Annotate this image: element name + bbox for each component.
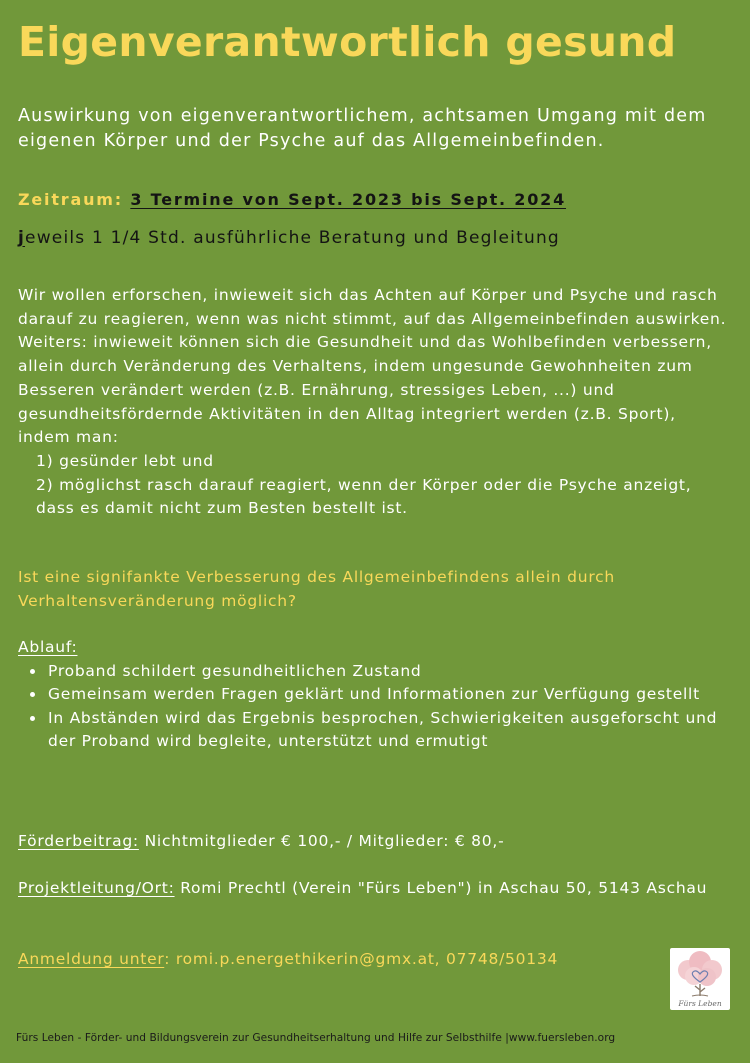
list-item: • In Abständen wird das Ergebnis besprochen, Schwierigkeiten ausgeforscht und der Proband wird begleite, unterstützt und ermutigt — [46, 707, 733, 754]
subtitle: Auswirkung von eigenverantwortlichem, achtsamen Umgang mit dem eigenen Körper und der Psyche auf das Allgemeinbefinden. — [18, 106, 707, 151]
list-item: • Gemeinsam werden Fragen geklärt und Informationen zur Verfügung gestellt — [46, 683, 733, 707]
foerderbeitrag-line — [18, 830, 733, 854]
logo-text: Fürs Leben — [678, 999, 722, 1008]
foerderbeitrag-value: Nichtmitglieder € 100,- / Mitglieder: € 80,- — [138, 832, 505, 850]
description-point-2: 2) möglichst rasch darauf reagiert, wenn der Körper oder die Psyche anzeigt, dass es damit nicht zum Besten bestellt ist. — [36, 475, 692, 518]
research-question: Ist eine signifankte Verbesserung des Allgemeinbefindens allein durch Verhaltensveränderung möglich? — [18, 568, 615, 610]
anmeldung-label: Anmeldung unter — [18, 950, 165, 968]
page-title: Eigenverantwortlich gesund — [18, 18, 677, 66]
anmeldung-contact[interactable]: : romi.p.energethikerin@gmx.at, 07748/50134 — [164, 950, 559, 968]
projektleitung-value: Romi Prechtl (Verein "Fürs Leben") in Aschau 50, 5143 Aschau — [174, 879, 708, 897]
tree-logo-icon — [670, 948, 730, 1010]
ablauf-section — [18, 636, 733, 754]
session-info-first-letter: j — [18, 228, 26, 248]
description-point-1: 1) gesünder lebt und — [36, 451, 214, 470]
footer: Fürs Leben - Förder- und Bildungsverein zur Gesundheitserhaltung und Hilfe zur Selbsthilfe |www.fuersleben.org — [16, 1032, 616, 1044]
session-info-text: eweils 1 1/4 Std. ausführliche Beratung und Begleitung — [25, 228, 560, 248]
foerderbeitrag-label: Förderbeitrag: — [18, 832, 139, 850]
anmeldung-line — [18, 948, 733, 972]
projektleitung-label: Projektleitung/Ort: — [18, 879, 175, 897]
projektleitung-line — [18, 877, 733, 901]
ablauf-list — [18, 660, 733, 754]
zeitraum-label: Zeitraum: — [18, 190, 123, 209]
ablauf-heading: Ablauf: — [18, 638, 78, 656]
description-block — [18, 284, 733, 521]
zeitraum-line — [18, 190, 748, 209]
session-info — [18, 228, 748, 248]
description-paragraph: Wir wollen erforschen, inwieweit sich das Achten auf Körper und Psyche und rasch darauf zu reagieren, wenn was nicht stimmt, auf das Allgemeinbefinden auswirken. Weiters: inwieweit können sich die Gesundheit und das Wohlbefinden verbessern, allein durch Veränderung des Verhaltens, indem ungesunde Gewohnheiten zum Besseren verändert werden (z.B. Ernährung, stressiges Leben, ...) und gesundheitsfördernde Aktivitäten in den Alltag integriert werden (z.B. Sport), indem man: — [18, 286, 727, 447]
zeitraum-value: 3 Termine von Sept. 2023 bis Sept. 2024 — [130, 190, 567, 209]
logo — [670, 948, 730, 1010]
list-item: • Proband schildert gesundheitlichen Zustand — [46, 660, 733, 684]
